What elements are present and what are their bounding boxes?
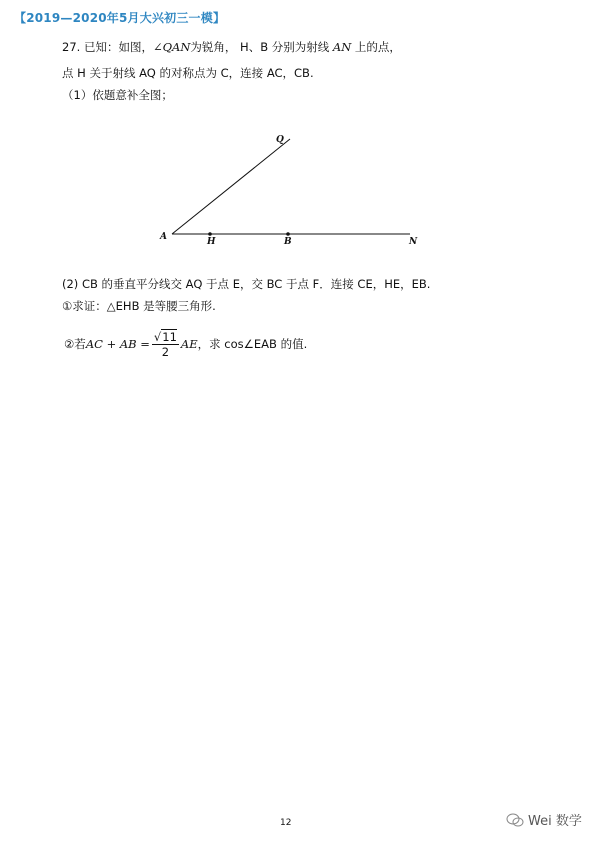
- wechat-icon: [506, 813, 524, 827]
- watermark-text: Wei 数学: [528, 814, 582, 829]
- watermark: [506, 810, 582, 829]
- angle-qan: ∠QAN: [152, 40, 191, 54]
- fraction-numerator: √11: [153, 330, 177, 344]
- problem-suffix: 上的点，: [351, 40, 401, 54]
- label-a: A: [160, 232, 167, 242]
- ray-an: AN: [332, 40, 352, 54]
- exam-source-header: 【2019—2020年5月大兴初三一模】: [14, 11, 226, 25]
- page-number: 12: [280, 818, 292, 828]
- fraction: [152, 329, 179, 359]
- geometry-figure: [150, 122, 430, 252]
- sub-question-2: [64, 329, 307, 359]
- sqrt-radicand: 11: [162, 330, 177, 344]
- label-h: H: [207, 237, 216, 247]
- part-1-text: （1）依题意补全图；: [62, 88, 173, 102]
- point-b: [286, 232, 290, 236]
- label-q: Q: [276, 135, 284, 145]
- problem-mid: 为锐角， H、B 分别为射线: [190, 40, 333, 54]
- label-b: B: [284, 237, 292, 247]
- problem-line-1: [62, 40, 401, 55]
- fraction-denominator: 2: [161, 345, 170, 359]
- label-n: N: [409, 237, 418, 247]
- sub2-variable: AE: [180, 336, 198, 351]
- sub-question-1: ①求证：△EHB 是等腰三角形.: [62, 299, 216, 313]
- ray-aq: [172, 139, 290, 234]
- sub2-expression: AC + AB =: [85, 336, 150, 351]
- part-2-text: (2) CB 的垂直平分线交 AQ 于点 E，交 BC 于点 F．连接 CE，HE，EB.: [62, 277, 431, 291]
- point-h: [208, 232, 212, 236]
- problem-intro: 27. 已知：如图，: [62, 40, 153, 54]
- sub2-suffix: ，求 cos∠EAB 的值.: [197, 336, 308, 351]
- problem-line-2: 点 H 关于射线 AQ 的对称点为 C，连接 AC，CB.: [62, 66, 314, 80]
- sub2-prefix: ②若: [64, 336, 86, 351]
